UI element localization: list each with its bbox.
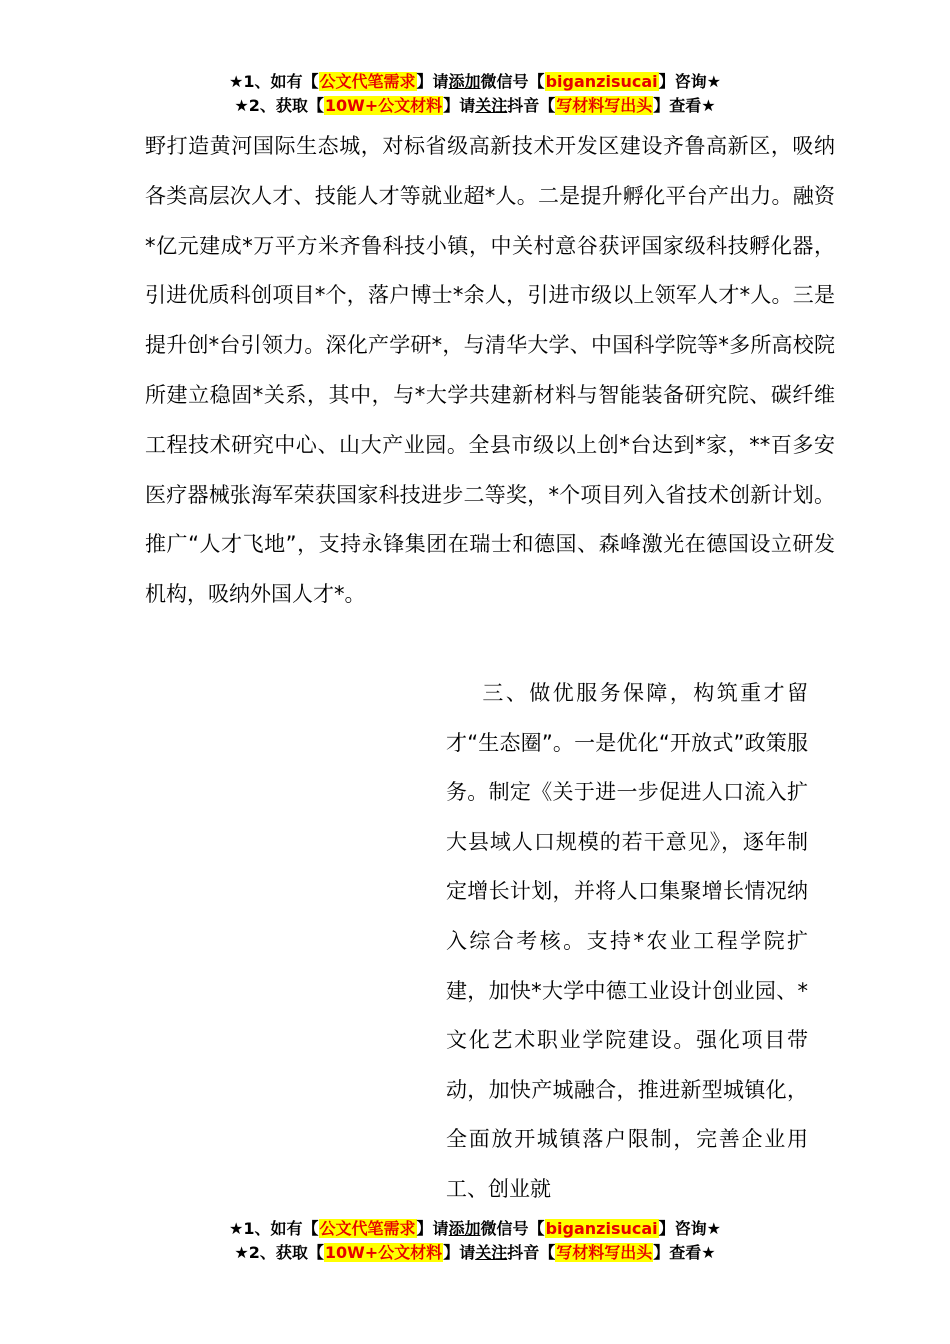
promo-line-2 xyxy=(0,94,950,118)
promo-highlight-wechat-id: biganzisucai xyxy=(545,72,658,91)
promo-line-1 xyxy=(0,70,950,94)
promo-line-1-middle2: 微信号【 xyxy=(480,1219,545,1238)
promo-underline-follow: 关注 xyxy=(475,1243,508,1262)
promo-underline-add: 添加 xyxy=(448,72,481,91)
promo-line-1-prefix: ★1、如有【 xyxy=(229,72,319,91)
promo-line-2-middle: 】请 xyxy=(443,96,476,115)
promo-line-1-suffix: 】咨询★ xyxy=(658,72,721,91)
promo-line-2-middle2: 抖音【 xyxy=(507,96,556,115)
promo-highlight-materials: 10W+公文材料 xyxy=(324,1243,443,1262)
section-three-paragraph xyxy=(446,669,808,1215)
promo-line-2-middle: 】请 xyxy=(443,1243,476,1262)
promo-line-1-bottom xyxy=(0,1217,950,1241)
promo-highlight-douyin: 写材料写出头 xyxy=(556,96,653,115)
promo-line-2-prefix: ★2、获取【 xyxy=(234,1243,324,1262)
promo-highlight-wechat-id: biganzisucai xyxy=(545,1219,658,1238)
promo-banner-top xyxy=(0,70,950,118)
promo-line-1-middle: 】请 xyxy=(416,1219,449,1238)
promo-line-2-bottom xyxy=(0,1241,950,1265)
promo-line-2-prefix: ★2、获取【 xyxy=(234,96,324,115)
promo-underline-add: 添加 xyxy=(448,1219,481,1238)
promo-highlight-materials: 10W+公文材料 xyxy=(324,96,443,115)
promo-highlight-douyin: 写材料写出头 xyxy=(556,1243,653,1262)
promo-banner-bottom xyxy=(0,1217,950,1265)
section-three-text: 三、做优服务保障，构筑重才留才“生态圈”。一是优化“开放式”政策服务。制定《关于进一步促进人口流入扩大县域人口规模的若干意见》，逐年制定增长计划，并将人口集聚增长情况纳入综合考核。支持*农业工程学院扩建，加快*大学中德工业设计创业园、*文化艺术职业学院建设。强化项目带动，加快产城融合，推进新型城镇化，全面放开城镇落户限制，完善企业用工、创业就 xyxy=(446,681,808,1201)
body-paragraph-1: 野打造黄河国际生态城，对标省级高新技术开发区建设齐鲁高新区，吸纳各类高层次人才、技能人才等就业超*人。二是提升孵化平台产出力。融资*亿元建成*万平方米齐鲁科技小镇，中关村意谷获评国家级科技孵化器，引进优质科创项目*个，落户博士*余人，引进市级以上领军人才*人。三是提升创*台引领力。深化产学研*，与清华大学、中国科学院等*多所高校院所建立稳固*关系，其中，与*大学共建新材料与智能装备研究院、碳纤维工程技术研究中心、山大产业园。全县市级以上创*台达到*家，**百多安医疗器械张海军荣获国家科技进步二等奖，*个项目列入省技术创新计划。推广“人才飞地”，支持永锋集团在瑞士和德国、森峰激光在德国设立研发机构，吸纳外国人才*。 xyxy=(145,134,835,607)
promo-line-1-prefix: ★1、如有【 xyxy=(229,1219,319,1238)
promo-line-2-middle2: 抖音【 xyxy=(507,1243,556,1262)
promo-line-2-suffix: 】查看★ xyxy=(653,96,716,115)
promo-line-1-middle2: 微信号【 xyxy=(480,72,545,91)
promo-highlight-service: 公文代笔需求 xyxy=(319,1219,416,1238)
promo-highlight-service: 公文代笔需求 xyxy=(319,72,416,91)
promo-line-2-suffix: 】查看★ xyxy=(653,1243,716,1262)
promo-underline-follow: 关注 xyxy=(475,96,508,115)
promo-line-1-suffix: 】咨询★ xyxy=(658,1219,721,1238)
promo-line-1-middle: 】请 xyxy=(416,72,449,91)
